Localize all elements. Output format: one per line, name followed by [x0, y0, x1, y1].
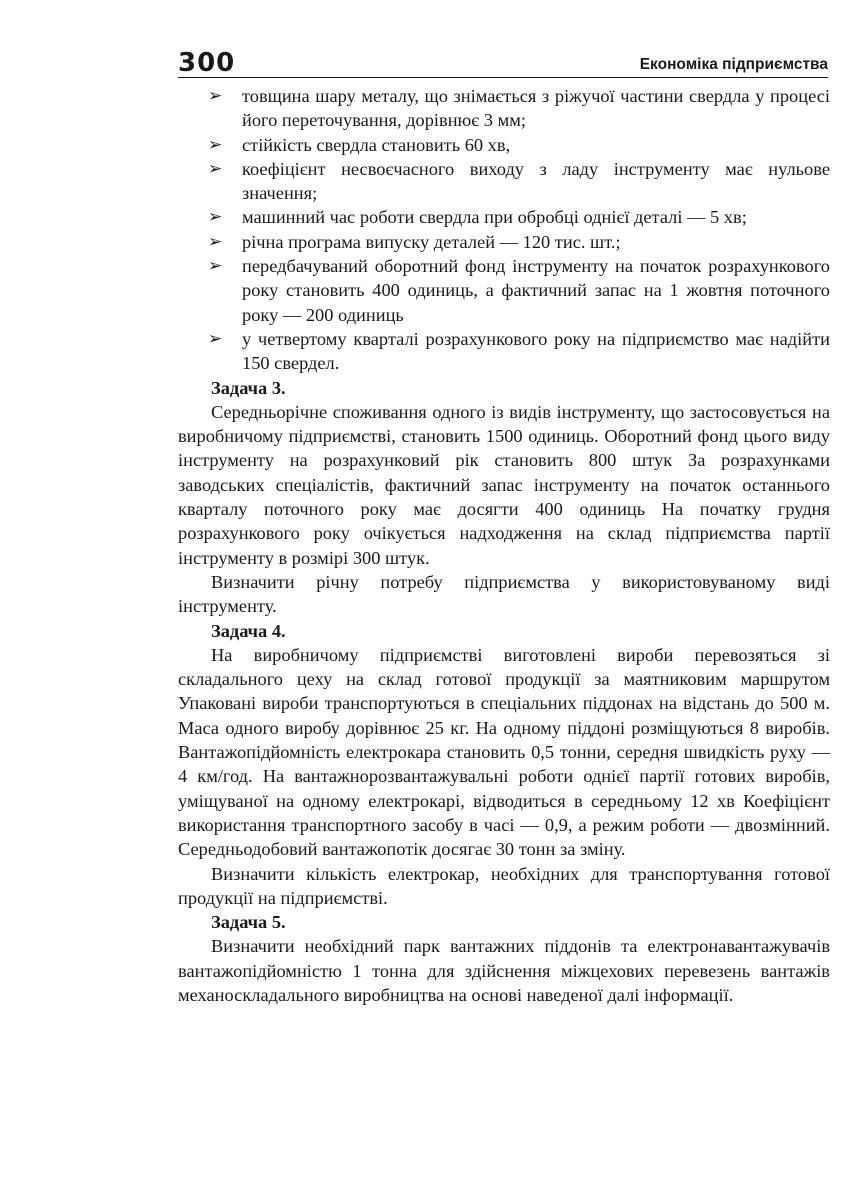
task-3-question: Визначити річну потребу підприємства у використовуваному виді інструменту. [178, 571, 830, 617]
list-item-text: передбачуваний оборотний фонд інструменту на початок розрахункового року становить 400 одиниць, а фактичний запас на 1 жовтня поточного року — 200 одиниць [242, 256, 830, 325]
page-number: 300 [178, 48, 236, 78]
page-body [178, 84, 830, 1007]
list-item [178, 205, 830, 229]
list-item-text: коефіцієнт несвоєчасного виходу з ладу інструменту має нульове значення; [242, 158, 830, 204]
arrow-bullet-icon: ➢ [208, 256, 223, 277]
list-item [178, 157, 830, 206]
list-item [178, 230, 830, 254]
list-item [178, 84, 830, 133]
page-header [178, 48, 828, 78]
running-title: Економіка підприємства [639, 56, 828, 73]
list-item [178, 327, 830, 376]
list-item-text: у четвертому кварталі розрахункового року на підприємство має надійти 150 свердел. [242, 328, 830, 374]
task-3-heading: Задача 3. [211, 377, 286, 398]
task-5-paragraph: Визначити необхідний парк вантажних піддонів та електронавантажувачів вантажопідйомністю 1 тонна для здійснення міжцехових перевезень вантажів механоскладального виробництва на основі наведеної далі інформації. [178, 936, 830, 1005]
task-4-paragraph: На виробничому підприємстві виготовлені вироби перевозяться зі складального цеху на склад готової продукції за маятниковим маршрутом Упаковані вироби транспортуються в спеціальних піддонах на відстань до 500 м. Маса одного виробу дорівнює 25 кг. На одному піддоні розміщуються 8 виробів. Вантажопідйомність електрокара становить 0,5 тонни, середня швидкість руху — 4 км/год. На вантажнорозвантажувальні роботи однієї партії готових виробів, уміщуваної на одному електрокарі, відводиться в середньому 12 хв Коефіцієнт використання транспортного засобу в часі — 0,9, а режим роботи — двозмінний. Середньодобовий вантажопотік досягає 30 тонн за зміну. [178, 644, 830, 860]
bullet-list [178, 84, 830, 376]
task-4-question: Визначити кількість електрокар, необхідних для транспортування готової продукції на підприємстві. [178, 863, 830, 908]
task-4-heading: Задача 4. [211, 620, 286, 641]
arrow-bullet-icon: ➢ [208, 328, 223, 349]
list-item-text: машинний час роботи свердла при обробці однієї деталі — 5 хв; [242, 207, 747, 228]
list-item [178, 254, 830, 327]
arrow-bullet-icon: ➢ [208, 86, 223, 106]
list-item-text: товщина шару металу, що знімається з ріжучої частини свердла у процесі його переточування, дорівнює 3 мм; [242, 86, 830, 131]
header-rule [178, 77, 828, 78]
arrow-bullet-icon: ➢ [208, 207, 223, 228]
list-item-text: стійкість свердла становить 60 хв, [242, 134, 511, 155]
task-5-heading: Задача 5. [211, 912, 286, 933]
list-item-text: річна програма випуску деталей — 120 тис. шт.; [242, 231, 621, 252]
arrow-bullet-icon: ➢ [208, 158, 223, 179]
arrow-bullet-icon: ➢ [208, 134, 223, 155]
arrow-bullet-icon: ➢ [208, 231, 223, 252]
list-item [178, 133, 830, 157]
task-3-paragraph: Середньорічне споживання одного із видів інструменту, що застосовується на виробничому підприємстві, становить 1500 одиниць. Оборотний фонд цього виду інструменту на розрахунковий рік становить 800 штук За розрахунками заводських спеціалістів, фактичний запас інструменту на початок останнього кварталу поточного року має досягти 400 одиниць На початку грудня розрахункового року очікується надходження на склад підприємства партії інструменту в розмірі 300 штук. [178, 401, 830, 568]
